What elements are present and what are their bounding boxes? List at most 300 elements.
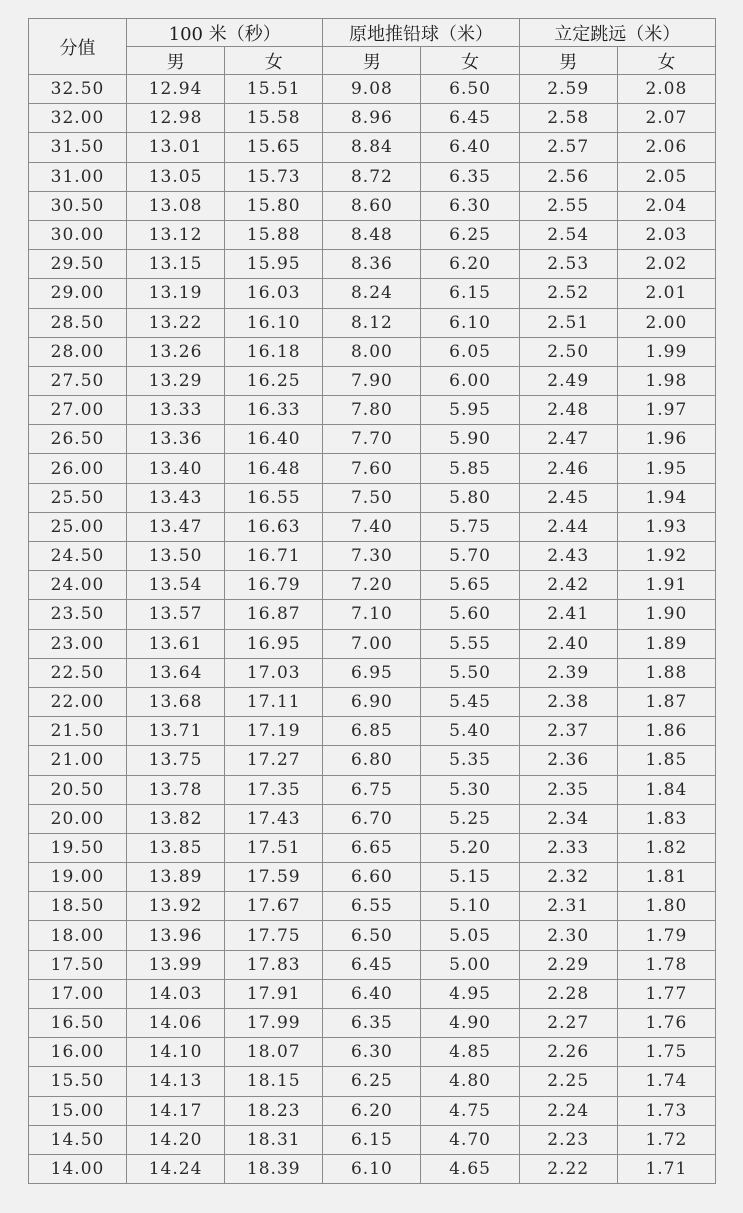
table-row (29, 1154, 716, 1183)
shot-put-female-cell: 4.65 (421, 1154, 519, 1183)
table-row (29, 1096, 716, 1125)
table-row (29, 366, 716, 395)
sprint-female-cell: 16.33 (225, 396, 323, 425)
table-row (29, 104, 716, 133)
table-row (29, 162, 716, 191)
table-header (29, 19, 716, 75)
shot-put-female-cell: 6.45 (421, 104, 519, 133)
score-cell: 26.50 (29, 425, 127, 454)
long-jump-female-cell: 1.85 (617, 746, 715, 775)
score-cell: 17.50 (29, 950, 127, 979)
table-row (29, 717, 716, 746)
shot-put-male-cell: 6.85 (323, 717, 421, 746)
sprint-male-cell: 14.06 (127, 1009, 225, 1038)
shot-put-female-cell: 5.20 (421, 833, 519, 862)
sprint-male-cell: 13.64 (127, 658, 225, 687)
long-jump-female-cell: 1.73 (617, 1096, 715, 1125)
shot-put-male-cell: 8.60 (323, 191, 421, 220)
table-row (29, 191, 716, 220)
sprint-female-cell: 15.73 (225, 162, 323, 191)
long-jump-male-cell: 2.39 (519, 658, 617, 687)
sprint-male-cell: 13.61 (127, 629, 225, 658)
long-jump-female-cell: 1.83 (617, 804, 715, 833)
long-jump-female-cell: 1.76 (617, 1009, 715, 1038)
long-jump-male-cell: 2.23 (519, 1125, 617, 1154)
table-row (29, 921, 716, 950)
sprint-male-cell: 13.29 (127, 366, 225, 395)
score-cell: 16.00 (29, 1038, 127, 1067)
table-row (29, 220, 716, 249)
long-jump-female-cell: 1.99 (617, 337, 715, 366)
sprint-male-cell: 13.05 (127, 162, 225, 191)
header-100m-sprint: 100 米（秒） (127, 19, 323, 47)
header-standing-long-jump: 立定跳远（米） (519, 19, 715, 47)
shot-put-male-cell: 6.45 (323, 950, 421, 979)
long-jump-male-cell: 2.42 (519, 571, 617, 600)
table-row (29, 454, 716, 483)
shot-put-male-cell: 7.90 (323, 366, 421, 395)
shot-put-female-cell: 4.90 (421, 1009, 519, 1038)
sprint-male-cell: 14.17 (127, 1096, 225, 1125)
long-jump-female-cell: 1.95 (617, 454, 715, 483)
table-row (29, 687, 716, 716)
table-row (29, 658, 716, 687)
long-jump-female-cell: 2.02 (617, 250, 715, 279)
long-jump-male-cell: 2.53 (519, 250, 617, 279)
long-jump-male-cell: 2.22 (519, 1154, 617, 1183)
sprint-female-cell: 16.71 (225, 542, 323, 571)
long-jump-female-cell: 1.91 (617, 571, 715, 600)
shot-put-male-cell: 6.70 (323, 804, 421, 833)
sprint-male-cell: 13.26 (127, 337, 225, 366)
sprint-male-cell: 12.98 (127, 104, 225, 133)
long-jump-female-cell: 1.87 (617, 687, 715, 716)
shot-put-male-cell: 6.15 (323, 1125, 421, 1154)
sprint-female-cell: 17.99 (225, 1009, 323, 1038)
long-jump-male-cell: 2.38 (519, 687, 617, 716)
long-jump-male-cell: 2.43 (519, 542, 617, 571)
score-table (28, 18, 716, 1184)
long-jump-male-cell: 2.37 (519, 717, 617, 746)
score-cell: 15.50 (29, 1067, 127, 1096)
shot-put-male-cell: 6.90 (323, 687, 421, 716)
sprint-female-cell: 18.23 (225, 1096, 323, 1125)
sprint-female-cell: 15.58 (225, 104, 323, 133)
shot-put-female-cell: 6.30 (421, 191, 519, 220)
header-shot-put: 原地推铅球（米） (323, 19, 519, 47)
shot-put-male-cell: 6.55 (323, 892, 421, 921)
long-jump-female-cell: 1.72 (617, 1125, 715, 1154)
header-female: 女 (617, 47, 715, 75)
long-jump-male-cell: 2.54 (519, 220, 617, 249)
sprint-male-cell: 13.71 (127, 717, 225, 746)
shot-put-male-cell: 6.80 (323, 746, 421, 775)
sprint-male-cell: 13.36 (127, 425, 225, 454)
long-jump-female-cell: 1.94 (617, 483, 715, 512)
long-jump-female-cell: 1.80 (617, 892, 715, 921)
table-body (29, 75, 716, 1184)
shot-put-female-cell: 6.40 (421, 133, 519, 162)
shot-put-female-cell: 5.80 (421, 483, 519, 512)
long-jump-male-cell: 2.26 (519, 1038, 617, 1067)
sprint-male-cell: 13.92 (127, 892, 225, 921)
long-jump-female-cell: 1.81 (617, 863, 715, 892)
sprint-female-cell: 17.03 (225, 658, 323, 687)
table-row (29, 337, 716, 366)
shot-put-male-cell: 7.40 (323, 512, 421, 541)
sprint-male-cell: 13.22 (127, 308, 225, 337)
long-jump-female-cell: 1.90 (617, 600, 715, 629)
long-jump-female-cell: 2.05 (617, 162, 715, 191)
long-jump-female-cell: 2.03 (617, 220, 715, 249)
score-cell: 28.00 (29, 337, 127, 366)
shot-put-female-cell: 6.05 (421, 337, 519, 366)
header-male: 男 (323, 47, 421, 75)
score-cell: 32.50 (29, 75, 127, 104)
shot-put-male-cell: 7.20 (323, 571, 421, 600)
score-cell: 21.00 (29, 746, 127, 775)
shot-put-male-cell: 8.36 (323, 250, 421, 279)
shot-put-male-cell: 6.40 (323, 979, 421, 1008)
table-row (29, 483, 716, 512)
shot-put-female-cell: 5.50 (421, 658, 519, 687)
shot-put-female-cell: 6.50 (421, 75, 519, 104)
shot-put-male-cell: 6.75 (323, 775, 421, 804)
table-row (29, 804, 716, 833)
long-jump-female-cell: 1.75 (617, 1038, 715, 1067)
sprint-female-cell: 17.43 (225, 804, 323, 833)
score-cell: 24.50 (29, 542, 127, 571)
long-jump-male-cell: 2.25 (519, 1067, 617, 1096)
shot-put-female-cell: 5.30 (421, 775, 519, 804)
shot-put-male-cell: 8.00 (323, 337, 421, 366)
long-jump-female-cell: 1.86 (617, 717, 715, 746)
table-row (29, 1125, 716, 1154)
score-cell: 23.00 (29, 629, 127, 658)
shot-put-male-cell: 6.95 (323, 658, 421, 687)
shot-put-male-cell: 6.35 (323, 1009, 421, 1038)
sprint-female-cell: 16.03 (225, 279, 323, 308)
long-jump-male-cell: 2.36 (519, 746, 617, 775)
long-jump-female-cell: 2.04 (617, 191, 715, 220)
long-jump-female-cell: 2.00 (617, 308, 715, 337)
shot-put-male-cell: 7.50 (323, 483, 421, 512)
score-cell: 25.50 (29, 483, 127, 512)
long-jump-male-cell: 2.50 (519, 337, 617, 366)
shot-put-male-cell: 9.08 (323, 75, 421, 104)
shot-put-male-cell: 6.25 (323, 1067, 421, 1096)
table-row (29, 863, 716, 892)
sprint-male-cell: 13.43 (127, 483, 225, 512)
shot-put-male-cell: 6.10 (323, 1154, 421, 1183)
table-row (29, 950, 716, 979)
shot-put-male-cell: 8.12 (323, 308, 421, 337)
score-cell: 18.00 (29, 921, 127, 950)
long-jump-male-cell: 2.49 (519, 366, 617, 395)
score-cell: 14.00 (29, 1154, 127, 1183)
score-cell: 20.50 (29, 775, 127, 804)
long-jump-female-cell: 1.97 (617, 396, 715, 425)
table-row (29, 571, 716, 600)
sprint-female-cell: 16.95 (225, 629, 323, 658)
long-jump-female-cell: 1.92 (617, 542, 715, 571)
long-jump-male-cell: 2.55 (519, 191, 617, 220)
sprint-female-cell: 17.59 (225, 863, 323, 892)
shot-put-female-cell: 5.70 (421, 542, 519, 571)
long-jump-male-cell: 2.45 (519, 483, 617, 512)
table-row (29, 1009, 716, 1038)
sprint-male-cell: 13.15 (127, 250, 225, 279)
shot-put-female-cell: 6.00 (421, 366, 519, 395)
long-jump-female-cell: 1.77 (617, 979, 715, 1008)
long-jump-male-cell: 2.58 (519, 104, 617, 133)
sprint-female-cell: 16.48 (225, 454, 323, 483)
shot-put-female-cell: 5.00 (421, 950, 519, 979)
sprint-male-cell: 14.13 (127, 1067, 225, 1096)
header-female: 女 (421, 47, 519, 75)
sprint-female-cell: 18.07 (225, 1038, 323, 1067)
table-row (29, 308, 716, 337)
table-row (29, 979, 716, 1008)
shot-put-female-cell: 6.10 (421, 308, 519, 337)
sprint-female-cell: 16.40 (225, 425, 323, 454)
sprint-female-cell: 18.39 (225, 1154, 323, 1183)
score-cell: 29.00 (29, 279, 127, 308)
long-jump-male-cell: 2.30 (519, 921, 617, 950)
long-jump-male-cell: 2.40 (519, 629, 617, 658)
sprint-female-cell: 17.75 (225, 921, 323, 950)
shot-put-male-cell: 7.70 (323, 425, 421, 454)
sprint-female-cell: 16.79 (225, 571, 323, 600)
sprint-female-cell: 18.15 (225, 1067, 323, 1096)
shot-put-male-cell: 7.80 (323, 396, 421, 425)
score-cell: 29.50 (29, 250, 127, 279)
sprint-female-cell: 16.55 (225, 483, 323, 512)
sprint-male-cell: 13.08 (127, 191, 225, 220)
score-cell: 30.00 (29, 220, 127, 249)
sprint-male-cell: 13.68 (127, 687, 225, 716)
sprint-male-cell: 13.82 (127, 804, 225, 833)
shot-put-male-cell: 6.50 (323, 921, 421, 950)
sprint-female-cell: 15.88 (225, 220, 323, 249)
shot-put-female-cell: 4.80 (421, 1067, 519, 1096)
sprint-male-cell: 14.20 (127, 1125, 225, 1154)
score-cell: 21.50 (29, 717, 127, 746)
long-jump-female-cell: 1.98 (617, 366, 715, 395)
long-jump-male-cell: 2.56 (519, 162, 617, 191)
shot-put-female-cell: 5.60 (421, 600, 519, 629)
shot-put-female-cell: 6.20 (421, 250, 519, 279)
shot-put-male-cell: 7.60 (323, 454, 421, 483)
shot-put-female-cell: 5.90 (421, 425, 519, 454)
shot-put-female-cell: 6.15 (421, 279, 519, 308)
score-cell: 30.50 (29, 191, 127, 220)
long-jump-male-cell: 2.28 (519, 979, 617, 1008)
sprint-male-cell: 13.57 (127, 600, 225, 629)
shot-put-male-cell: 7.10 (323, 600, 421, 629)
long-jump-male-cell: 2.35 (519, 775, 617, 804)
long-jump-female-cell: 1.89 (617, 629, 715, 658)
long-jump-male-cell: 2.46 (519, 454, 617, 483)
sprint-male-cell: 14.03 (127, 979, 225, 1008)
long-jump-male-cell: 2.57 (519, 133, 617, 162)
sprint-female-cell: 16.18 (225, 337, 323, 366)
long-jump-male-cell: 2.59 (519, 75, 617, 104)
long-jump-female-cell: 2.08 (617, 75, 715, 104)
sprint-male-cell: 13.47 (127, 512, 225, 541)
sprint-female-cell: 17.51 (225, 833, 323, 862)
table-row (29, 279, 716, 308)
shot-put-male-cell: 7.30 (323, 542, 421, 571)
sprint-female-cell: 17.83 (225, 950, 323, 979)
long-jump-male-cell: 2.51 (519, 308, 617, 337)
shot-put-female-cell: 5.35 (421, 746, 519, 775)
shot-put-female-cell: 5.15 (421, 863, 519, 892)
shot-put-female-cell: 4.75 (421, 1096, 519, 1125)
shot-put-male-cell: 8.72 (323, 162, 421, 191)
long-jump-female-cell: 1.79 (617, 921, 715, 950)
long-jump-female-cell: 2.06 (617, 133, 715, 162)
long-jump-male-cell: 2.48 (519, 396, 617, 425)
table-row (29, 775, 716, 804)
score-cell: 20.00 (29, 804, 127, 833)
sprint-female-cell: 17.35 (225, 775, 323, 804)
sprint-male-cell: 13.01 (127, 133, 225, 162)
score-cell: 19.00 (29, 863, 127, 892)
shot-put-male-cell: 8.84 (323, 133, 421, 162)
long-jump-female-cell: 2.01 (617, 279, 715, 308)
table-row (29, 133, 716, 162)
sprint-female-cell: 17.11 (225, 687, 323, 716)
score-cell: 27.50 (29, 366, 127, 395)
shot-put-female-cell: 5.55 (421, 629, 519, 658)
sprint-male-cell: 13.96 (127, 921, 225, 950)
header-male: 男 (127, 47, 225, 75)
score-cell: 17.00 (29, 979, 127, 1008)
score-cell: 15.00 (29, 1096, 127, 1125)
sprint-female-cell: 16.10 (225, 308, 323, 337)
shot-put-female-cell: 5.65 (421, 571, 519, 600)
score-cell: 28.50 (29, 308, 127, 337)
shot-put-female-cell: 4.95 (421, 979, 519, 1008)
score-cell: 31.50 (29, 133, 127, 162)
long-jump-female-cell: 1.71 (617, 1154, 715, 1183)
long-jump-female-cell: 1.96 (617, 425, 715, 454)
header-male: 男 (519, 47, 617, 75)
sprint-female-cell: 15.51 (225, 75, 323, 104)
shot-put-male-cell: 6.60 (323, 863, 421, 892)
long-jump-male-cell: 2.31 (519, 892, 617, 921)
long-jump-male-cell: 2.29 (519, 950, 617, 979)
sprint-male-cell: 14.10 (127, 1038, 225, 1067)
sprint-male-cell: 13.54 (127, 571, 225, 600)
shot-put-female-cell: 5.40 (421, 717, 519, 746)
table-row (29, 892, 716, 921)
sprint-male-cell: 13.89 (127, 863, 225, 892)
shot-put-female-cell: 4.70 (421, 1125, 519, 1154)
sprint-male-cell: 13.85 (127, 833, 225, 862)
sprint-female-cell: 17.67 (225, 892, 323, 921)
table-row (29, 833, 716, 862)
long-jump-male-cell: 2.41 (519, 600, 617, 629)
sprint-male-cell: 13.19 (127, 279, 225, 308)
shot-put-female-cell: 5.95 (421, 396, 519, 425)
long-jump-female-cell: 1.93 (617, 512, 715, 541)
score-cell: 22.00 (29, 687, 127, 716)
long-jump-female-cell: 1.74 (617, 1067, 715, 1096)
score-cell: 14.50 (29, 1125, 127, 1154)
score-cell: 23.50 (29, 600, 127, 629)
table-row (29, 629, 716, 658)
sprint-male-cell: 12.94 (127, 75, 225, 104)
table-row (29, 75, 716, 104)
shot-put-female-cell: 6.25 (421, 220, 519, 249)
shot-put-female-cell: 5.45 (421, 687, 519, 716)
shot-put-female-cell: 5.10 (421, 892, 519, 921)
sprint-female-cell: 16.87 (225, 600, 323, 629)
sprint-female-cell: 18.31 (225, 1125, 323, 1154)
sprint-male-cell: 13.50 (127, 542, 225, 571)
long-jump-female-cell: 1.88 (617, 658, 715, 687)
long-jump-male-cell: 2.24 (519, 1096, 617, 1125)
shot-put-male-cell: 7.00 (323, 629, 421, 658)
long-jump-female-cell: 2.07 (617, 104, 715, 133)
score-cell: 18.50 (29, 892, 127, 921)
sprint-male-cell: 13.12 (127, 220, 225, 249)
sprint-male-cell: 13.40 (127, 454, 225, 483)
sprint-female-cell: 17.91 (225, 979, 323, 1008)
shot-put-female-cell: 5.25 (421, 804, 519, 833)
table-row (29, 542, 716, 571)
score-cell: 26.00 (29, 454, 127, 483)
sprint-male-cell: 13.33 (127, 396, 225, 425)
table-row (29, 746, 716, 775)
long-jump-male-cell: 2.33 (519, 833, 617, 862)
score-cell: 32.00 (29, 104, 127, 133)
score-cell: 27.00 (29, 396, 127, 425)
sprint-female-cell: 15.65 (225, 133, 323, 162)
table-row (29, 600, 716, 629)
long-jump-female-cell: 1.84 (617, 775, 715, 804)
shot-put-female-cell: 6.35 (421, 162, 519, 191)
shot-put-male-cell: 6.20 (323, 1096, 421, 1125)
table-row (29, 1038, 716, 1067)
long-jump-male-cell: 2.32 (519, 863, 617, 892)
shot-put-male-cell: 8.24 (323, 279, 421, 308)
shot-put-female-cell: 4.85 (421, 1038, 519, 1067)
sprint-female-cell: 15.80 (225, 191, 323, 220)
long-jump-male-cell: 2.44 (519, 512, 617, 541)
score-cell: 16.50 (29, 1009, 127, 1038)
table-row (29, 396, 716, 425)
sprint-female-cell: 16.63 (225, 512, 323, 541)
table-row (29, 512, 716, 541)
long-jump-female-cell: 1.78 (617, 950, 715, 979)
sprint-female-cell: 16.25 (225, 366, 323, 395)
sprint-male-cell: 14.24 (127, 1154, 225, 1183)
shot-put-female-cell: 5.85 (421, 454, 519, 483)
score-cell: 24.00 (29, 571, 127, 600)
long-jump-female-cell: 1.82 (617, 833, 715, 862)
score-cell: 25.00 (29, 512, 127, 541)
score-cell: 31.00 (29, 162, 127, 191)
long-jump-male-cell: 2.52 (519, 279, 617, 308)
table-row (29, 1067, 716, 1096)
header-score: 分值 (29, 19, 127, 75)
sprint-female-cell: 17.27 (225, 746, 323, 775)
sprint-male-cell: 13.78 (127, 775, 225, 804)
long-jump-male-cell: 2.27 (519, 1009, 617, 1038)
